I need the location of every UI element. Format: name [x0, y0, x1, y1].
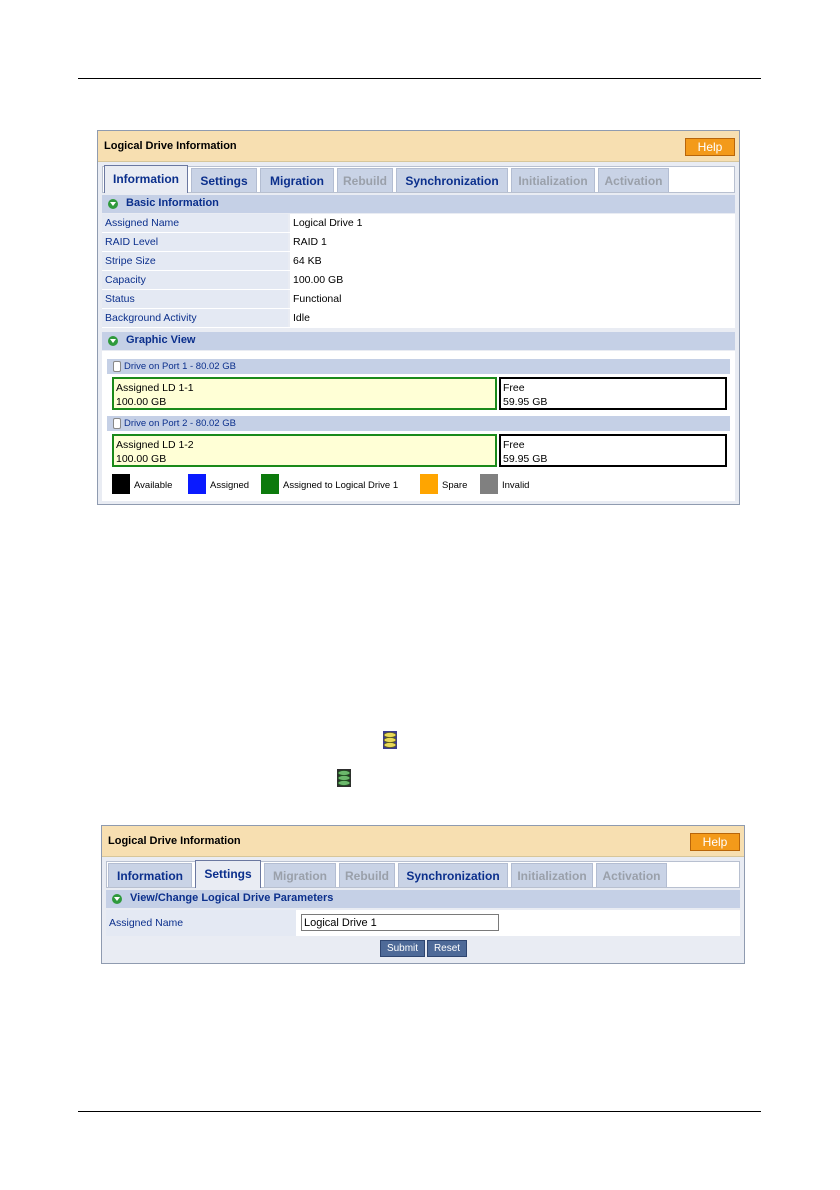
legend-label: Spare [442, 480, 468, 491]
legend-swatch [188, 474, 206, 494]
drive-icon [113, 361, 121, 372]
info-value: Logical Drive 1 [290, 214, 735, 232]
drive-port-1-bar [107, 359, 730, 374]
logical-drive-group-icon [336, 769, 352, 787]
help-button[interactable]: Help [685, 138, 735, 156]
legend-label: Available [134, 480, 173, 491]
tab-rebuild: Rebuild [339, 863, 395, 887]
legend-swatch [261, 474, 279, 494]
info-label: Capacity [102, 271, 288, 289]
drive-port-2-bar [107, 416, 730, 431]
legend-label: Assigned to Logical Drive 1 [283, 480, 399, 491]
info-row [102, 290, 735, 309]
assigned-segment[interactable] [112, 434, 497, 467]
segment-size: 59.95 GB [503, 396, 548, 408]
tab-initialization: Initialization [511, 168, 595, 192]
section-label: Graphic View [126, 334, 196, 346]
info-row [102, 252, 735, 271]
legend-label: Assigned [210, 480, 250, 491]
tab-bar [106, 861, 740, 888]
free-segment[interactable] [499, 434, 727, 467]
section-label: View/Change Logical Drive Parameters [130, 892, 334, 904]
drive-label: Drive on Port 2 - 80.02 GB [124, 418, 236, 429]
assigned-name-label: Assigned Name [106, 910, 296, 936]
info-label: Stripe Size [102, 252, 288, 270]
assigned-name-row [106, 910, 740, 936]
legend-swatch [480, 474, 498, 494]
assigned-name-input[interactable] [301, 914, 499, 931]
info-row [102, 233, 735, 252]
help-button[interactable]: Help [690, 833, 740, 851]
tab-settings[interactable]: Settings [195, 860, 261, 888]
tab-activation: Activation [596, 863, 667, 887]
tab-migration[interactable]: Migration [260, 168, 334, 192]
tab-rebuild: Rebuild [337, 168, 393, 192]
graphic-view-header[interactable] [102, 332, 735, 350]
tab-bar [102, 166, 735, 193]
legend-swatch [112, 474, 130, 494]
info-value: 64 KB [290, 252, 735, 270]
assigned-segment[interactable] [112, 377, 497, 410]
logical-drive-info-panel [97, 130, 740, 505]
view-change-params-header[interactable] [106, 890, 740, 908]
drive-icon [113, 418, 121, 429]
tab-initialization: Initialization [511, 863, 593, 887]
segment-name: Free [503, 382, 525, 394]
legend-swatch [420, 474, 438, 494]
legend-label: Invalid [502, 480, 530, 491]
collapse-icon[interactable] [108, 336, 118, 346]
section-label: Basic Information [126, 197, 219, 209]
info-row [102, 271, 735, 290]
tab-information[interactable]: Information [108, 863, 192, 887]
tab-activation: Activation [598, 168, 669, 192]
panel-header [102, 826, 744, 857]
free-segment[interactable] [499, 377, 727, 410]
basic-information-header[interactable] [102, 195, 735, 213]
collapse-icon[interactable] [108, 199, 118, 209]
graphic-view [102, 351, 735, 501]
tab-settings[interactable]: Settings [191, 168, 257, 192]
drive-label: Drive on Port 1 - 80.02 GB [124, 361, 236, 372]
collapse-icon[interactable] [112, 894, 122, 904]
bottom-rule [78, 1111, 761, 1112]
submit-button[interactable]: Submit [380, 940, 425, 957]
info-value: RAID 1 [290, 233, 735, 251]
logical-drive-icon [382, 731, 398, 749]
tab-synchronization[interactable]: Synchronization [398, 863, 508, 887]
top-rule [78, 78, 761, 79]
info-value: Functional [290, 290, 735, 308]
info-value: 100.00 GB [290, 271, 735, 289]
tab-synchronization[interactable]: Synchronization [396, 168, 508, 192]
info-value: Idle [290, 309, 735, 327]
info-label: Assigned Name [102, 214, 288, 232]
segment-name: Free [503, 439, 525, 451]
tab-migration: Migration [264, 863, 336, 887]
panel-title: Logical Drive Information [104, 140, 237, 152]
panel-header [98, 131, 739, 162]
segment-size: 100.00 GB [116, 396, 167, 408]
segment-size: 100.00 GB [116, 453, 167, 465]
tab-information[interactable]: Information [104, 165, 188, 193]
info-label: Status [102, 290, 288, 308]
info-row [102, 214, 735, 233]
info-label: RAID Level [102, 233, 288, 251]
info-row [102, 309, 735, 328]
segment-name: Assigned LD 1-1 [116, 382, 194, 394]
segment-size: 59.95 GB [503, 453, 548, 465]
logical-drive-settings-panel [101, 825, 745, 964]
info-label: Background Activity [102, 309, 288, 327]
reset-button[interactable]: Reset [427, 940, 467, 957]
segment-name: Assigned LD 1-2 [116, 439, 194, 451]
panel-title: Logical Drive Information [108, 835, 241, 847]
